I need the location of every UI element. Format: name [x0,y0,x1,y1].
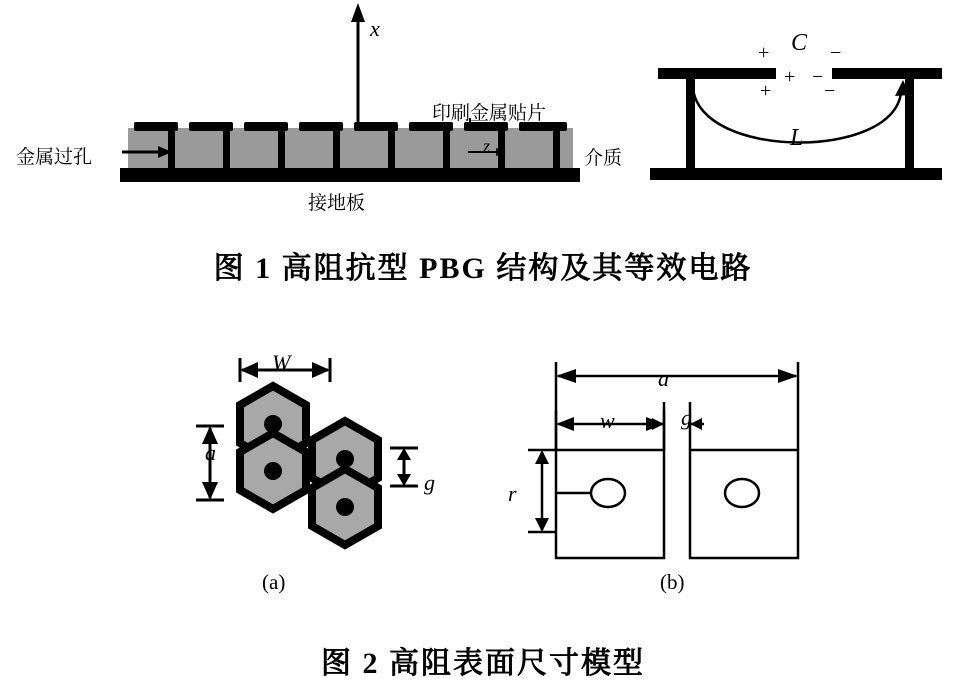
charge-minus-3: − [824,80,836,102]
circuit-top-left-bar [658,68,776,79]
figure1-caption: 图 1 高阻抗型 PBG 结构及其等效电路 [213,252,753,285]
label-capacitance: C [791,30,808,56]
charge-plus-2: + [784,66,796,88]
charge-minus-2: − [812,66,824,88]
dimension-a-square [556,362,798,450]
square-via-hole-2 [725,479,759,507]
charge-minus-1: − [830,42,842,64]
label-axis-z: z [483,136,491,156]
charge-plus-1: + [758,42,770,64]
circuit-top-right-bar [832,68,942,79]
hexagon-patch-3 [240,433,306,509]
label-dielectric: 介质 [584,148,623,169]
label-inductance: L [790,125,804,151]
square-via-hole-1 [591,479,625,507]
label-square-w: w [600,408,615,433]
dielectric-slab [128,128,573,172]
label-printed-patch: 印刷金属贴片 [432,103,547,124]
label-ground-plane: 接地板 [308,193,366,214]
figure2-caption: 图 2 高阻表面尺寸模型 [321,647,645,680]
label-square-g: g [681,405,692,430]
label-square-r: r [508,481,517,506]
charge-plus-3: + [760,80,772,102]
label-hex-g: g [424,470,435,495]
subcaption-b: (b) [660,570,685,594]
label-hex-a: a [205,440,216,465]
label-hex-W: W [272,350,291,375]
label-axis-x: x [370,16,380,41]
label-metal-via: 金属过孔 [16,147,93,168]
subcaption-a: (a) [262,570,286,594]
label-square-a: a [658,366,669,391]
hexagon-patch-4 [312,469,378,545]
ground-plane [120,168,580,182]
figure2-graphic [0,300,966,630]
